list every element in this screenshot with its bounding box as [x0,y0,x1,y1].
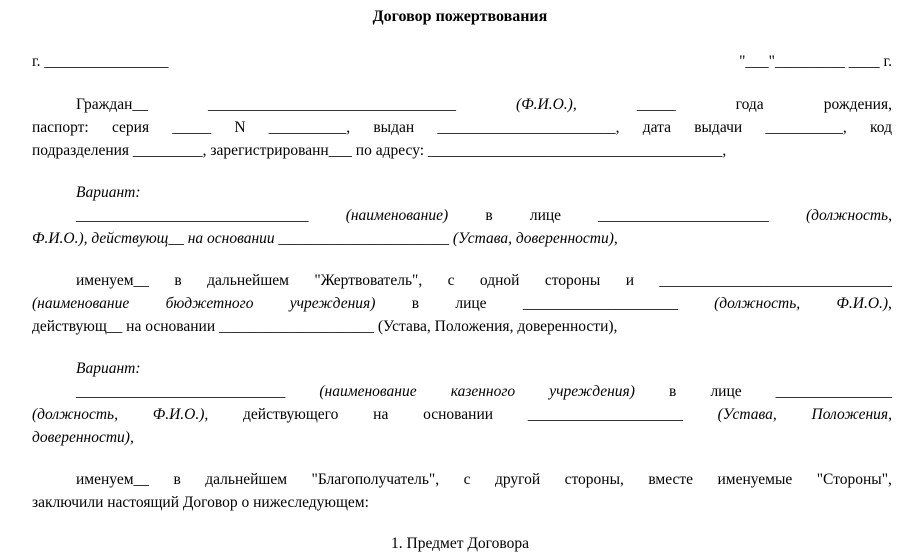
blank: ________________________________ [207,96,456,113]
variant2-label: Вариант: [76,360,141,377]
variant2-line3: доверенности), [32,429,134,446]
word: стороны, [564,471,624,488]
word: в [174,272,182,289]
variant1-line1 [76,205,892,227]
word: с [447,272,455,289]
variant1-line2 [32,228,892,250]
blank: ____________________ [527,406,683,423]
word: именуем__ [76,272,150,289]
blank: ______________________________ [659,272,892,289]
recipient-line1 [76,469,892,491]
variant2-line1 [76,381,892,403]
word: Ф.И.О.), [836,295,892,312]
word: бюджетного [165,295,254,312]
word: выдачи [694,119,743,136]
document-title: Договор пожертвования [372,8,548,25]
word: "Стороны", [816,471,892,488]
party1-line2 [32,117,892,139]
party1-line1 [76,94,892,116]
word: (наименование [319,383,417,400]
word: действующего [243,406,339,423]
donor-line2 [32,293,892,315]
word: дальнейшем [205,471,288,488]
section-heading: 1. Предмет Договора [391,535,529,552]
word: "Жертвователь", [314,272,423,289]
word: выдан [373,119,415,136]
word: казенного [450,383,516,400]
party1-line3: подразделения _________, зарегистрированн___ по адресу: ______________________________________, [32,142,727,159]
word: (Устава, [717,406,777,423]
blank: _____ [636,96,676,113]
date-field: "___"_________ ____ г. [739,53,892,70]
word: и [625,272,634,289]
word: стороны [544,272,601,289]
word: года [735,96,764,113]
word: паспорт: [32,119,89,136]
word: основании [423,406,494,423]
word: учреждения) [289,295,376,312]
word: Граждан__ [76,96,148,113]
word: Положения, [811,406,892,423]
word: в [669,383,677,400]
word: в [485,207,493,224]
word: лице [455,295,487,312]
word: (должность, [805,207,892,224]
word: лице [529,207,562,224]
word: (должность, [32,406,118,423]
word: (должность, [714,295,801,312]
word: Ф.И.О.), [152,406,209,423]
blank: ____________________ [522,295,678,312]
word: другой [494,471,541,488]
blank: ______________________________ [76,207,309,224]
word: в [411,295,420,312]
word: на [373,406,389,423]
donor-line1 [76,270,892,292]
blank: _______________________, [437,119,620,136]
blank: ___________________________ [76,383,286,400]
donor-line3: действующ__ на основании ____________________ (Устава, Положения, доверенности), [32,318,618,335]
variant1-label: Вариант: [76,184,141,201]
blank: __________, [765,119,847,136]
city-field: г. ________________ [32,53,169,70]
word: учреждения) [549,383,635,400]
variant2-line2 [32,404,892,426]
line-text: Ф.И.О.), действующ__ на основании ______________________ (Устава, доверенности), [32,230,618,247]
word: одной [479,272,520,289]
word: "Благополучатель", [311,471,440,488]
word: дата [642,119,671,136]
word: (Ф.И.О.), [516,96,577,113]
word: с [463,471,471,488]
blank: _______________ [775,383,892,400]
blank: __________, [268,119,351,136]
recipient-line2: заключили настоящий Договор о нижеследующем: [32,494,369,511]
word: код [870,119,892,136]
blank: _____ [172,119,212,136]
word: дальнейшем [207,272,289,289]
word: вместе [648,471,694,488]
word: именуем__ [76,471,150,488]
header-line [32,51,892,73]
word: лице [710,383,742,400]
blank: ______________________ [598,207,769,224]
word: (наименование [32,295,130,312]
word: N [234,119,246,136]
word: именуемые [717,471,793,488]
word: в [173,471,181,488]
word: рождения, [823,96,892,113]
word: серия [111,119,150,136]
word: (наименование) [345,207,449,224]
